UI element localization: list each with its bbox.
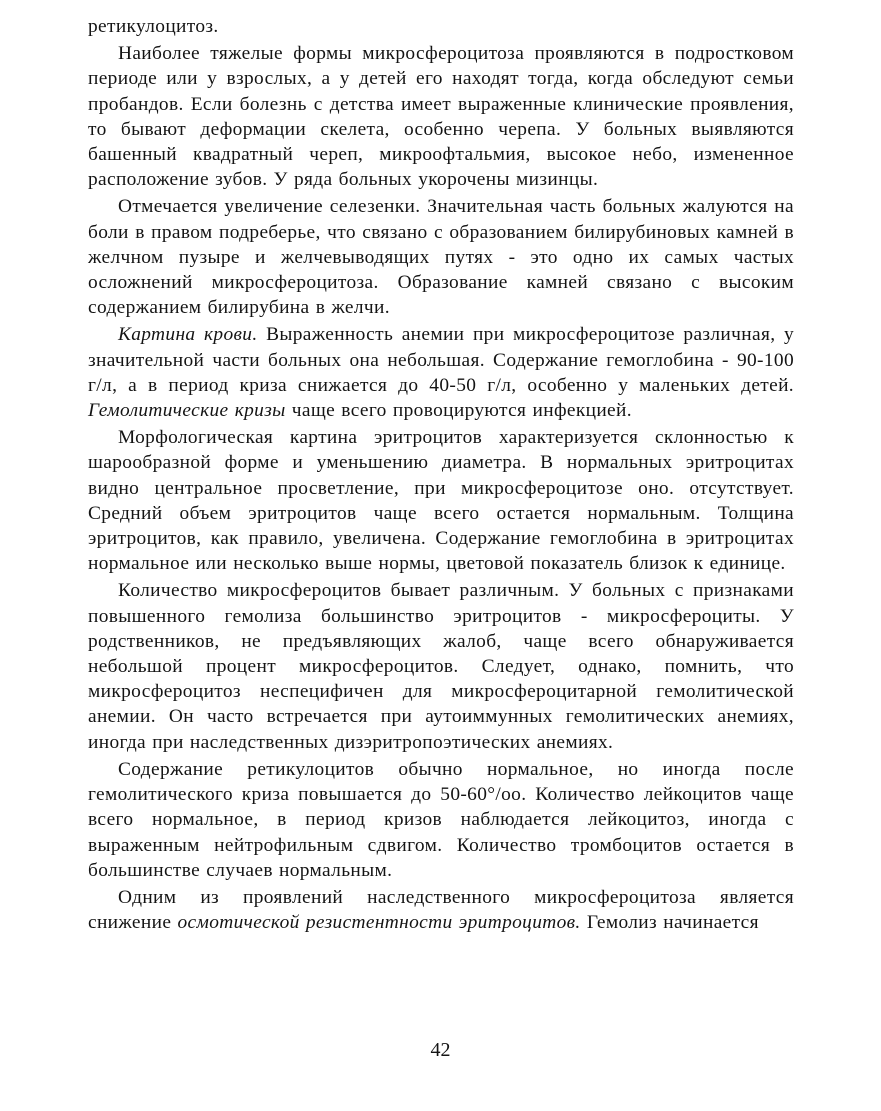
text-run: Одним из проявлений наследственного микросфероцитоза является снижение [88, 886, 794, 934]
italic-text-run: осмотической резистентности эритроцитов. [177, 912, 581, 934]
text-run: Гемолиз начинается [580, 912, 759, 934]
paragraph [88, 885, 794, 935]
page-number: 42 [430, 1039, 451, 1061]
paragraph [88, 194, 794, 320]
text-run: Количество микросфероцитов бывает различным. У больных с признаками повышенного гемолиза большинство эритроцитов - микросфероциты. У родственников, не предъявляющих жалоб, чаще всего обнаруживается небольшой процент микросфероцитов. Следует, однако, помнить, что микросфероцитоз неспецифичен для микросфероцитарной гемолитической анемии. Он часто встречается при аутоиммунных гемолитических анемиях, иногда при наследственных дизэритропоэтических анемиях. [88, 580, 794, 753]
italic-text-run: Картина крови. [118, 324, 258, 346]
text-run: ретикулоцитоз. [88, 16, 219, 37]
italic-text-run: Гемолитические кризы [88, 400, 286, 422]
text-run: Содержание ретикулоцитов обычно нормальное, но иногда после гемолитического криза повышается до 50-60°/оо. Количество лейкоцитов чаще всего нормальное, в период кризов наблюдается лейкоцитоз, иногда с выраженным нейтрофильным сдвигом. Количество тромбоцитов остается в большинстве случаев нормальным. [88, 758, 794, 881]
paragraph [88, 14, 794, 39]
paragraph [88, 322, 794, 423]
text-run: Наиболее тяжелые формы микросфероцитоза проявляются в подростковом периоде или у взрослых, а у детей его находят тогда, когда обследуют семьи пробандов. Если болезнь с детства имеет выраженные клинические проявления, то бывают деформации скелета, особенно черепа. У больных выявляются башенный квадратный череп, микроофтальмия, высокое небо, измененное расположение зубов. У ряда больных укорочены мизинцы. [88, 43, 794, 191]
text-run: Морфологическая картина эритроцитов характеризуется склонностью к шарообразной форме и уменьшению диаметра. В нормальных эритроцитах видно центральное просветление, при микросфероцитозе оно. отсутствует. Средний объем эритроцитов чаще всего остается нормальным. Толщина эритроцитов, как правило, увеличена. Содержание гемоглобина в эритроцитах нормальное или несколько выше нормы, цветовой показатель близок к единице. [88, 427, 794, 575]
text-run: Отмечается увеличение селезенки. Значительная часть больных жалуются на боли в правом подреберье, что связано с образованием билирубиновых камней в желчном пузыре и желчевыводящих путях - это одно их самых частых осложнений микросфероцитоза. Образование камней связано с высоким содержанием билирубина в желчи. [88, 196, 794, 319]
paragraph [88, 578, 794, 754]
page-body [88, 14, 794, 937]
text-run: Выраженность анемии при микросфероцитозе различная, у значительной части больных она небольшая. Содержание гемоглобина - 90-100 г/л, а в период криза снижается до 40-50 г/л, особенно у маленьких детей. [88, 324, 794, 396]
paragraph [88, 41, 794, 192]
paragraph [88, 425, 794, 576]
paragraph [88, 757, 794, 883]
text-run: чаще всего провоцируются инфекцией. [285, 400, 632, 422]
